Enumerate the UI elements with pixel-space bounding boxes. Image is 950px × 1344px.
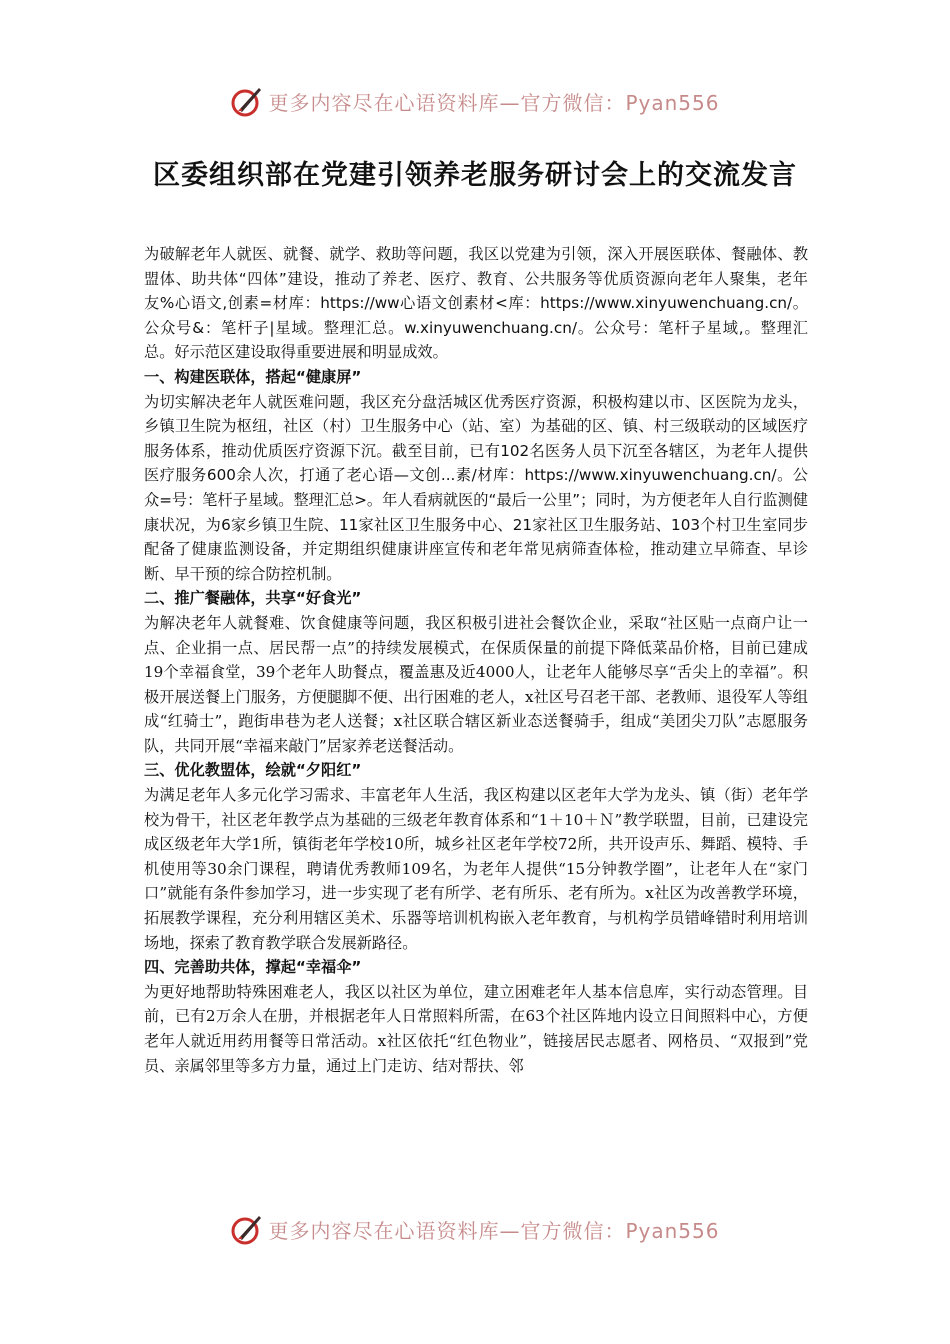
section-1-body: 为切实解决老年人就医难问题，我区充分盘活城区优秀医疗资源，积极构建以市、区医院为龙头，乡镇卫生院为枢纽，社区（村）卫生服务中心（站、室）为基础的区、镇、村三级联动的区域医疗服务体系，推动优质医疗资源下沉。截至目前，已有102名医务人员下沉至各辖区，为老年人提供医疗服务600余人次，打通了老心语—文创...素/材库：https://www.xinyuwenchuang.cn/。公众=号：笔杆子星域。整理汇总>。年人看病就医的“最后一公里”；同时，为方便老年人自行监测健康状况，为6家乡镇卫生院、11家社区卫生服务中心、21家社区卫生服务站、103个村卫生室同步配备了健康监测设备，并定期组织健康讲座宣传和老年常见病筛查体检，推动建立早筛查、早诊断、早干预的综合防控机制。 — [144, 392, 808, 583]
watermark-text: 更多内容尽在心语资料库—官方微信：Pyan556 — [268, 1218, 720, 1243]
quill-pen-logo-icon — [230, 84, 264, 118]
section-2-body: 为解决老年人就餐难、饮食健康等问题，我区积极引进社会餐饮企业，采取“社区贴一点商户让一点、企业捐一点、居民帮一点”的持续发展模式，在保质保量的前提下降低菜品价格，目前已建成19个幸福食堂，39个老年人助餐点，覆盖惠及近4000人，让老年人能够尽享“舌尖上的幸福”。积极开展送餐上门服务，方便腿脚不便、出行困难的老人，x社区号召老干部、老教师、退役军人等组成“红骑士”，跑街串巷为老人送餐；x社区联合辖区新业态送餐骑手，组成“美团尖刀队”志愿服务队，共同开展“幸福来敲门”居家养老送餐活动。 — [144, 613, 808, 755]
section-1-heading: 一、构建医联体，搭起“健康屏” — [144, 367, 362, 386]
watermark-text: 更多内容尽在心语资料库—官方微信：Pyan556 — [268, 90, 720, 115]
section-3-body: 为满足老年人多元化学习需求、丰富老年人生活，我区构建以区老年大学为龙头、镇（街）老年学校为骨干，社区老年教学点为基础的三级老年教育体系和“1＋10＋Ｎ”教学联盟，目前，已建设完成区级老年大学1所，镇街老年学校10所，城乡社区老年学校72所，共开设声乐、舞蹈、模特、手机使用等30余门课程，聘请优秀教师109名，为老年人提供“15分钟教学圈”，让老年人在“家门口”就能有条件参加学习，进一步实现了老有所学、老有所乐、老有所为。x社区为改善教学环境，拓展教学课程，充分利用辖区美术、乐器等培训机构嵌入老年教育，与机构学员错峰错时利用培训场地，探索了教育教学联合发展新路径。 — [144, 786, 808, 952]
watermark-banner-top — [0, 78, 950, 124]
document-title: 区委组织部在党建引领养老服务研讨会上的交流发言 — [153, 160, 797, 191]
document-body — [144, 242, 808, 1078]
section-3-heading: 三、优化教盟体，绘就“夕阳红” — [144, 761, 362, 780]
watermark-banner-bottom — [0, 1206, 950, 1252]
intro-paragraph: 为破解老年人就医、就餐、就学、救助等问题，我区以党建为引领，深入开展医联体、餐融体、教盟体、助共体“四体”建设，推动了养老、医疗、教育、公共服务等优质资源向老年人聚集，老年友%心语文,创素=材库：https://ww心语文创素材<库：https://www.xinyuwenchuang.cn/。公众号&：笔杆子|星域。整理汇总。w.xinyuwenchuang.cn/。公众号：笔杆子星域,。整理汇总。好示范区建设取得重要进展和明显成效。 — [144, 245, 808, 362]
section-2-heading: 二、推广餐融体，共享“好食光” — [144, 589, 362, 608]
section-4-heading: 四、完善助共体，撑起“幸福伞” — [144, 958, 362, 977]
section-4-body: 为更好地帮助特殊困难老人，我区以社区为单位，建立困难老年人基本信息库，实行动态管理。目前，已有2万余人在册，并根据老年人日常照料所需，在63个社区阵地内设立日间照料中心，方便老年人就近用药用餐等日常活动。x社区依托“红色物业”，链接居民志愿者、网格员、“双报到”党员、亲属邻里等多方力量，通过上门走访、结对帮扶、邻 — [144, 982, 808, 1075]
quill-pen-logo-icon — [230, 1212, 264, 1246]
